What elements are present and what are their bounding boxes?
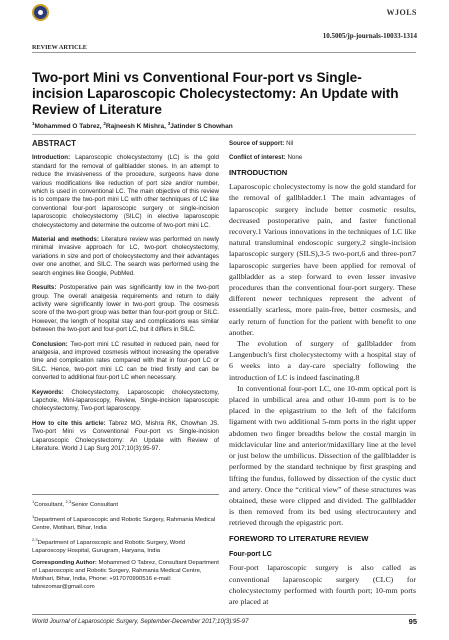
author-1-name: Mohammed O Tabrez, [34, 123, 104, 131]
foreword-heading: FOREWORD TO LITERATURE REVIEW [229, 533, 369, 543]
affiliation-2-text: Department of Laparoscopic and Robotic Surgery, World Laparoscopy Hospital, Gurugram, Haryana, India [32, 539, 186, 554]
citation-label: How to cite this article: [32, 419, 106, 427]
article-title: Two-port Mini vs Conventional Four-port vs Single-incision Laparoscopic Cholecystectomy: An Update with Review of Literature [32, 70, 399, 117]
abstract-methods [32, 236, 219, 278]
introduction-heading: INTRODUCTION [229, 167, 288, 177]
citation-text: Tabrez MO, Mishra RK, Chowhan JS. Two-port Mini vs Conventional Four-port vs Single-incision Laparoscopic Cholecystectomy: An Update with Review of Literature. World J Lap Surg 2017;10(3):95-97. [32, 419, 219, 452]
role-marker-1: 1 [32, 499, 35, 504]
author-list [32, 121, 233, 130]
footer-divider [32, 614, 416, 615]
affiliation-2 [32, 536, 219, 555]
journal-abbreviation: WJOLS [386, 8, 417, 17]
four-port-heading: Four-port LC [229, 550, 272, 558]
abstract-heading: ABSTRACT [32, 139, 76, 148]
author-3-affiliation-marker: 3 [167, 121, 171, 126]
conclusion-label: Conclusion: [32, 340, 68, 348]
journal-logo-icon [32, 4, 49, 21]
header-divider [32, 52, 416, 53]
support-text: Nil [284, 140, 294, 147]
results-text: Postoperative pain was significantly low in the two-port group. The overall analgesia requirements and return to daily activity were significantly lower in two-port group. The cosmesis score of the two-port group was better than four-port group or SILC. However, the length of hospital stay and complications was similar between the two-port and four-port LC, but it differs in SILC. [32, 284, 219, 334]
role-text-2: Senior Consultant [71, 501, 119, 508]
article-type-label: REVIEW ARTICLE [32, 44, 87, 51]
affiliation-1-marker: 1 [32, 513, 35, 519]
introduction-paragraph-2: The evolution of surgery of gallbladder from Langenbuch's first cholecystectomy with a hospital stay of 6 weeks into a day-care specialty following the introduction of LC is indeed fascinating.8 [229, 339, 416, 382]
support-label: Source of support: [229, 140, 285, 147]
page-number: 95 [408, 617, 417, 626]
introduction-label: Introduction: [32, 154, 71, 162]
author-roles [32, 498, 219, 509]
body-column [229, 140, 416, 607]
role-text-1: Consultant, [34, 501, 66, 508]
keywords-label: Keywords: [32, 388, 64, 396]
introduction-paragraph-1: Laparoscopic cholecystectomy is now the gold standard for the removal of gallbladder.1 The main advantages of laparoscopic surgery include better cosmetic results, decreased postoperative pain, and faster functional recovery.1 Various innovations in the techniques of LC like natural transluminal endoscopic surgery,2 single-incision laparoscopic surgery (SILS),3-5 two-port,6 and three-port7 laparoscopic surgeries have been applied for removal of gallbladder as a step forward to even lesser invasive procedures than the conventional four-port surgery. These different newer techniques represent the advent of essentially scarless, more pain-free, better cosmesis, and early return of function for the patient with benefit to one another. [229, 182, 416, 337]
author-2-affiliation-marker: 2 [103, 121, 106, 126]
citation-block [32, 420, 219, 454]
author-1-affiliation-marker: 1 [32, 121, 35, 126]
corresponding-author [32, 559, 219, 591]
methods-label: Material and methods: [32, 236, 99, 244]
conflict-text: None [285, 154, 303, 162]
abstract-results [32, 284, 219, 334]
affiliation-1-text: Department of Laparoscopic and Robotic Surgery, Rahmania Medical Centre, Motihari, Bihar, India [32, 516, 216, 531]
introduction-text: Laparoscopic cholecystectomy (LC) is the gold standard for the removal of gallbladder stones. In an attempt to reduce the invasiveness of the procedure, surgeons have done various modifications like reduction of port size and/or number, which is used in conventional LC. The main objective of this review is to compare the two-port mini LC with other techniques of LC like conventional four-port laparoscopic surgery or single-incision laparoscopic cholecystectomy (SILC) in elective laparoscopic cholecystectomy and determine the outcome of two-port mini LC. [32, 154, 219, 229]
corresponding-author-label: Corresponding Author: [32, 559, 97, 566]
affiliation-1 [32, 513, 219, 532]
methods-text: Literature review was performed on newly minimal invasive approach for LC, two-port cholecystectomy, variations in size and port of cholecystectomy and their advantages over one another, and SILC. The search was performed using the search engines like Google, PubMed. [32, 236, 219, 277]
conflict-label: Conflict of interest: [229, 154, 286, 162]
abstract-column [32, 140, 219, 459]
conclusion-text: Two-port mini LC resulted in reduced pain, need for analgesia, and improved cosmesis without increasing the operative time and complication rates compared with that in four-port LC or SILC. Hence, two-port mini LC can be tried firstly and can be converted to additional four-port LC when necessary. [32, 340, 219, 382]
authors-divider [32, 134, 416, 135]
role-marker-2: 2,3 [65, 499, 72, 504]
source-of-support [229, 140, 416, 148]
abstract-conclusion [32, 341, 219, 383]
results-label: Results: [32, 284, 57, 292]
four-port-paragraph: Four-port laparoscopic surgery is also called as conventional laparoscopic surgery (CLC) for cholecystectomy performed with fourth port; 10-mm ports are placed at [229, 563, 416, 606]
author-3-name: Jatinder S Chowhan [170, 123, 233, 131]
author-2-name: Rajneesh K Mishra, [105, 123, 168, 131]
conflict-of-interest [229, 154, 416, 162]
abstract-introduction [32, 154, 219, 230]
keywords-text: Cholecystectomy, Laparoscopic cholecystectomy, Lapchole, Mini-laparoscopy, Review, Single-incision laparoscopic cholecystectomy, Two-port laparoscopy. [32, 388, 219, 413]
footer-journal-citation: World Journal of Laparoscopic Surgery, September-December 2017;10(3):95-97 [32, 618, 249, 625]
affiliation-2-marker: 2,3 [32, 536, 38, 542]
doi-text[interactable]: 10.5005/jp-journals-10033-1314 [322, 32, 417, 40]
affiliations-block [32, 494, 219, 595]
abstract-keywords [32, 389, 219, 414]
introduction-paragraph-3: In conventional four-port LC, one 10-mm optical port is placed in umbilical area and other 10-mm port is to be placed in the epigastrium to the left of the falciform ligament with two additional 5-mm ports in the right upper abdomen two finger breadths below the costal margin in midclavicular line and anterior/midaxillary line at the level or just below the umbilicus. Dissection of the gallbladder is performed by the standard technique by first grasping and lifting the fundus, followed by dissection of the cystic duct and artery. Once the “critical view” of these structures was obtained, these were clipped and divided. The gallbladder is then removed from its bed using electrocautery and retrieved through the epigastric port. [229, 383, 416, 528]
top-header-bar [0, 0, 449, 22]
corresponding-author-text[interactable]: Mohammed O Tabrez, Consultant Department of Laparoscopic and Robotic Surgery, Rahmania Medical Centre, Motihari, Bihar, India, Phone: +917070990516 e-mail: tabrezomar@gmail.com [32, 559, 219, 590]
